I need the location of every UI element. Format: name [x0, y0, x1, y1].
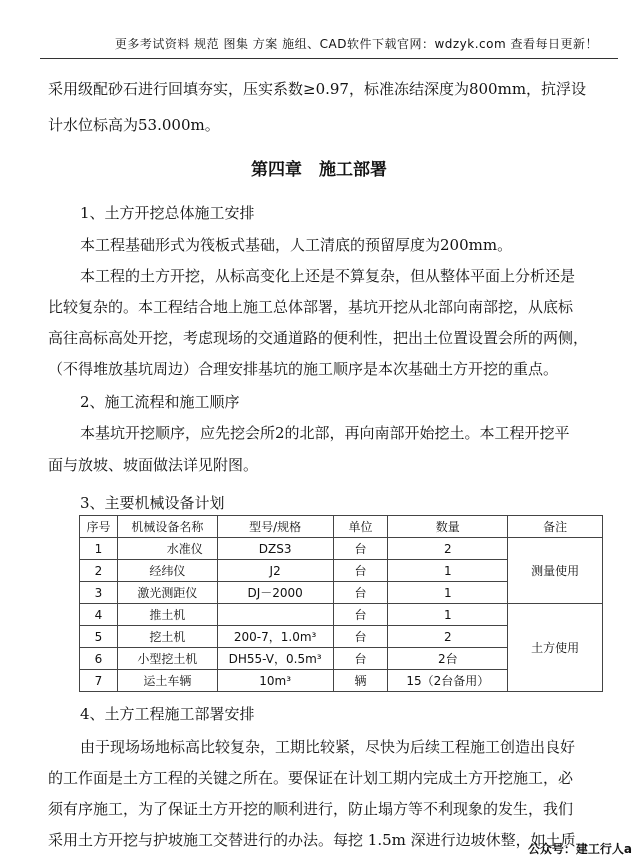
table-cell: 挖土机 — [117, 626, 217, 648]
table-cell: 200-7，1.0m³ — [217, 626, 333, 648]
paragraph-line: 计水位标高为53.000m。 — [48, 116, 220, 134]
watermark-footer: 公众号：建工行人a — [527, 842, 632, 856]
table-header-cell: 备注 — [508, 516, 603, 538]
table-cell: 水准仪 — [117, 538, 217, 560]
table-cell: 台 — [333, 582, 388, 604]
paragraph-line: 高往高标高处开挖，考虑现场的交通道路的便利性，把出土位置设置会所的两侧， — [48, 329, 589, 347]
table-row — [80, 538, 603, 560]
table-cell: DH55-V，0.5m³ — [217, 648, 333, 670]
table-cell: 10m³ — [217, 670, 333, 692]
table-cell: 1 — [388, 582, 508, 604]
table-cell: 台 — [333, 626, 388, 648]
section-heading: 2、施工流程和施工顺序 — [80, 393, 240, 411]
section-heading: 1、土方开挖总体施工安排 — [80, 204, 255, 222]
table-cell: 2 — [388, 626, 508, 648]
paragraph-line: 须有序施工，为了保证土方开挖的顺利进行，防止塌方等不利现象的发生，我们 — [48, 800, 574, 818]
section-heading: 4、土方工程施工部署安排 — [80, 705, 255, 723]
table-header-cell: 机械设备名称 — [117, 516, 217, 538]
table-cell: 15（2台备用） — [388, 670, 508, 692]
table-header-cell: 序号 — [80, 516, 118, 538]
table-cell: 台 — [333, 648, 388, 670]
table-row — [80, 604, 603, 626]
table-cell: 运土车辆 — [117, 670, 217, 692]
paragraph-line: 的工作面是土方工程的关键之所在。要保证在计划工期内完成土方开挖施工，必 — [48, 769, 574, 787]
paragraph-line: 本工程基础形式为筏板式基础，人工清底的预留厚度为200mm。 — [80, 236, 513, 254]
table-header-row — [80, 516, 603, 538]
table-cell: 台 — [333, 538, 388, 560]
table-cell: 7 — [80, 670, 118, 692]
table-cell: 台 — [333, 604, 388, 626]
paragraph-line: 面与放坡、坡面做法详见附图。 — [48, 456, 259, 474]
remark-cell: 土方使用 — [508, 604, 603, 692]
table-cell: 1 — [80, 538, 118, 560]
table-cell: 3 — [80, 582, 118, 604]
table-cell: 台 — [333, 560, 388, 582]
table-header-cell: 单位 — [333, 516, 388, 538]
table-header-cell: 数量 — [388, 516, 508, 538]
table-cell: 1 — [388, 560, 508, 582]
paragraph-line: 由于现场场地标高比较复杂，工期比较紧，尽快为后续工程施工创造出良好 — [80, 738, 576, 756]
table-cell — [217, 604, 333, 626]
table-cell: 经纬仪 — [117, 560, 217, 582]
table-cell: 2台 — [388, 648, 508, 670]
table-cell: DZS3 — [217, 538, 333, 560]
paragraph-line: 采用级配砂石进行回填夯实，压实系数≥0.97，标准冻结深度为800mm，抗浮设 — [48, 80, 587, 98]
table-cell: 6 — [80, 648, 118, 670]
table-cell: 2 — [80, 560, 118, 582]
table-cell: 2 — [388, 538, 508, 560]
table-cell: 小型挖土机 — [117, 648, 217, 670]
paragraph-line: 本工程的土方开挖，从标高变化上还是不算复杂，但从整体平面上分析还是 — [80, 267, 576, 285]
remark-cell: 测量使用 — [508, 538, 603, 604]
table-cell: J2 — [217, 560, 333, 582]
paragraph-line: （不得堆放基坑周边）合理安排基坑的施工顺序是本次基础土方开挖的重点。 — [48, 360, 559, 378]
table-header-cell: 型号/规格 — [217, 516, 333, 538]
paragraph-line: 比较复杂的。本工程结合地上施工总体部署，基坑开挖从北部向南部挖，从底标 — [48, 298, 574, 316]
table-cell: 1 — [388, 604, 508, 626]
section-heading: 3、主要机械设备计划 — [80, 494, 225, 512]
table-cell: 激光测距仪 — [117, 582, 217, 604]
table-cell: 推土机 — [117, 604, 217, 626]
table-cell: DJ－2000 — [217, 582, 333, 604]
table-cell: 4 — [80, 604, 118, 626]
page-header: 更多考试资料 规范 图集 方案 施组、CAD软件下载官网：wdzyk.com 查看每日更新！ — [40, 30, 618, 59]
table-cell: 辆 — [333, 670, 388, 692]
table-cell: 5 — [80, 626, 118, 648]
chapter-title: 第四章 施工部署 — [251, 160, 387, 180]
paragraph-line: 本基坑开挖顺序，应先挖会所2的北部，再向南部开始挖土。本工程开挖平 — [80, 424, 570, 442]
equipment-table — [79, 515, 603, 692]
paragraph-line: 采用土方开挖与护坡施工交替进行的办法。每挖 1.5m 深进行边坡休整，如土质 — [48, 831, 576, 849]
